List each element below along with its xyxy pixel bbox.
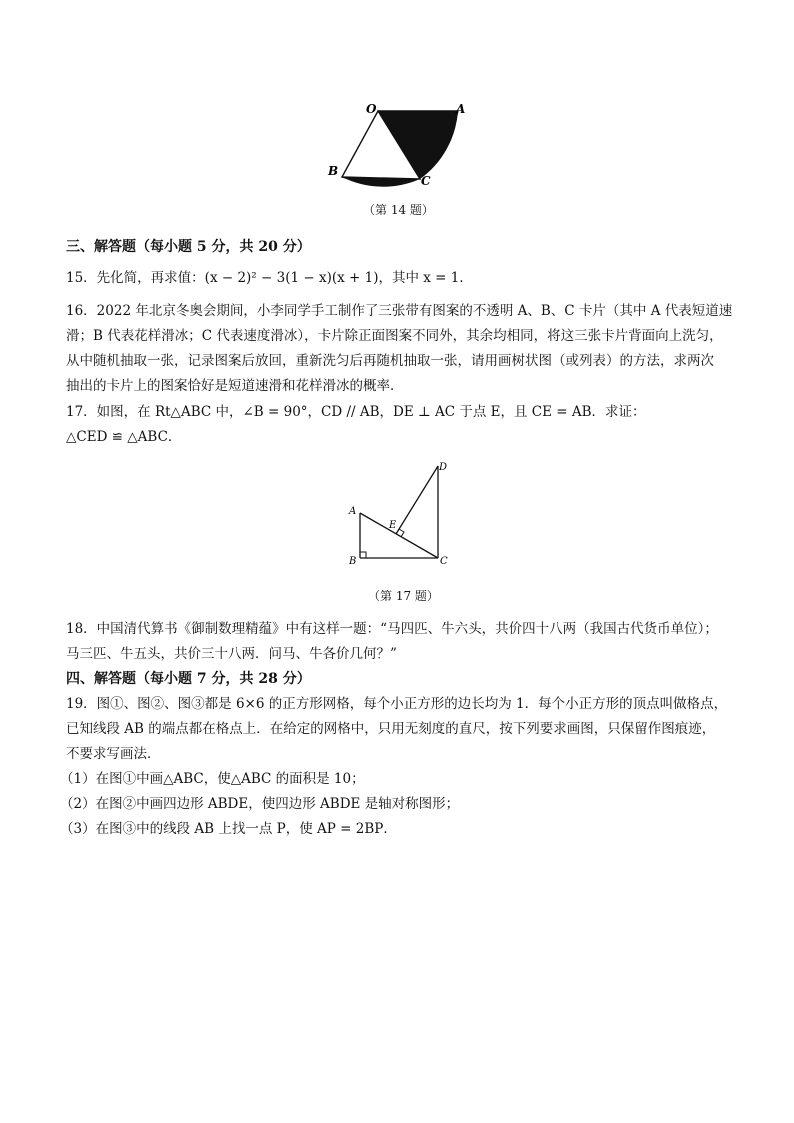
question-16-line-2: 滑；B 代表花样滑冰；C 代表速度滑冰），卡片除正面图案不同外，其余均相同，将这三张卡片背面向上洗匀， xyxy=(66,328,723,344)
fig17-label-e: E xyxy=(389,520,397,531)
question-18-line-1: 18．中国清代算书《御制数理精蕴》中有这样一题：“马四匹、牛六头，共价四十八两（我国古代货币单位）； xyxy=(66,621,718,637)
fig14-caption: （第 14 题） xyxy=(363,203,434,217)
question-19-line-2: 已知线段 AB 的端点都在格点上．在给定的网格中，只用无刻度的直尺，按下列要求画图，只保留作图痕迹， xyxy=(66,721,716,737)
fig14-label-b: B xyxy=(328,164,339,178)
question-17-line-2: △CED ≌ △ABC． xyxy=(66,429,182,445)
fig17-label-d: D xyxy=(439,462,448,473)
fig17-label-b: B xyxy=(349,556,357,567)
question-16-line-1: 16．2022 年北京冬奥会期间，小李同学手工制作了三张带有图案的不透明 A、B、C 卡片（其中 A 代表短道速 xyxy=(66,303,733,319)
fig17-label-a: A xyxy=(349,506,357,517)
question-15: 15．先化简，再求值：(x − 2)² − 3(1 − x)(x + 1)，其中 x = 1． xyxy=(66,270,473,286)
figure-14 xyxy=(320,95,480,195)
fig14-label-o: O xyxy=(366,102,377,116)
section-3-heading: 三、解答题（每小题 5 分，共 20 分） xyxy=(66,239,311,255)
question-19-part-1: （1）在图①中画△ABC，使△ABC 的面积是 10； xyxy=(60,771,365,787)
fig17-segment-de xyxy=(396,466,438,534)
fig14-label-a: A xyxy=(456,102,466,116)
figure-17 xyxy=(340,458,460,570)
question-16-line-3: 从中随机抽取一张，记录图案后放回，重新洗匀后再随机抽取一张，请用画树状图（或列表）的方法，求两次 xyxy=(66,353,714,369)
question-16-line-4: 抽出的卡片上的图案恰好是短道速滑和花样滑冰的概率． xyxy=(66,378,404,394)
question-18-line-2: 马三匹、牛五头，共价三十八两．问马、牛各价几何？” xyxy=(66,646,397,662)
question-19-line-1: 19．图①、图②、图③都是 6×6 的正方形网格，每个小正方形的边长均为 1．每个小正方形的顶点叫做格点， xyxy=(66,696,728,712)
question-19-part-3: （3）在图③中的线段 AB 上找一点 P，使 AP = 2BP． xyxy=(60,821,397,837)
question-19-line-3: 不要求写画法． xyxy=(66,746,161,762)
fig17-caption: （第 17 题） xyxy=(368,589,439,603)
section-4-heading: 四、解答题（每小题 7 分，共 28 分） xyxy=(66,671,311,687)
fig17-label-c: C xyxy=(440,556,448,567)
fig14-label-c: C xyxy=(421,174,431,188)
question-17-line-1: 17．如图，在 Rt△ABC 中，∠B = 90°，CD // AB，DE ⊥ AC 于点 E，且 CE = AB．求证： xyxy=(66,404,646,420)
question-19-part-2: （2）在图②中画四边形 ABDE，使四边形 ABDE 是轴对称图形； xyxy=(60,796,460,812)
fig17-segment-ac xyxy=(360,513,438,558)
fig17-right-angle-b xyxy=(360,552,366,558)
